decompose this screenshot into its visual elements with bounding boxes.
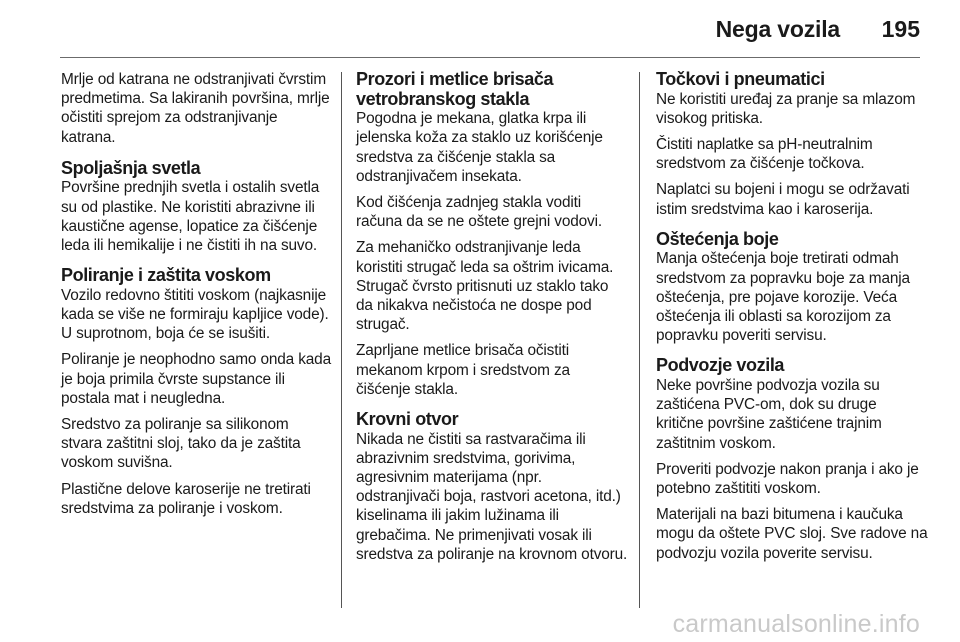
column-1 [61, 70, 333, 529]
paragraph: Materijali na bazi bitumena i kaučuka mogu da oštete PVC sloj. Sve radove na podvozju vozila poverite servisu. [656, 506, 928, 562]
section-heading: Oštećenja boje [656, 228, 779, 249]
section-heading: Podvozje vozila [656, 355, 785, 376]
section-heading: Prozori i metlice brisača vetrobranskog stakla [356, 69, 554, 109]
column-3 [656, 70, 928, 574]
page-header [0, 0, 960, 58]
paragraph: Proveriti podvozje nakon pranja i ako je potebno zaštititi voskom. [656, 460, 919, 498]
section-wheels-tyres [656, 70, 928, 219]
paragraph: Površine prednjih svetla i ostalih svetla su od plastike. Ne koristiti abrazivne ili kaustične agense, lopatice za čišćenje leda ili hemikalije i ne čistiti ih na suvo. [61, 179, 320, 255]
section-windows-wipers [356, 70, 628, 399]
paragraph: Neke površine podvozja vozila su zaštićena PVC-om, dok su druge kritične površine zaštićene trajnim zaštitnim voskom. [656, 377, 882, 452]
watermark: carmanualsonline.info [672, 610, 920, 638]
column-2 [356, 70, 628, 575]
section-polishing-waxing [61, 266, 333, 518]
column-divider [341, 72, 342, 608]
paragraph: Ne koristiti uređaj za pranje sa mlazom visokog pritiska. [656, 90, 916, 127]
paragraph: Kod čišćenja zadnjeg stakla voditi računa da se ne oštete grejni vodovi. [356, 194, 602, 231]
header-rule [60, 57, 920, 58]
section-heading: Poliranje i zaštita voskom [61, 265, 271, 286]
paragraph: Manja oštećenja boje tretirati odmah sredstvom za popravku boje za manja oštećenja, pre pojave korozije. Veća oštećenja ili oblasti sa korozijom za popravku poveriti servisu. [656, 250, 910, 345]
section-heading: Točkovi i pneumatici [656, 69, 825, 89]
paragraph: Poliranje je neophodno samo onda kada je boja primila čvrste supstance ili postala mat i neugledna. [61, 351, 331, 407]
column-divider [639, 72, 640, 608]
paragraph: Naplatci su bojeni i mogu se održavati istim sredstvima kao i karoserija. [656, 181, 910, 218]
page-number: 195 [881, 16, 920, 42]
section-sunroof [356, 410, 628, 564]
intro-paragraph: Mrlje od katrana ne odstranjivati čvrstim predmetima. Sa lakiranih površina, mrlje očistiti sprejom za odstranjivanje katrana. [61, 71, 330, 146]
paragraph: Čistiti naplatke sa pH-neutralnim sredstvom za čišćenje točkova. [656, 136, 873, 173]
paragraph: Plastične delove karoserije ne tretirati sredstvima za poliranje i voskom. [61, 480, 311, 517]
section-heading: Spoljašnja svetla [61, 157, 201, 178]
section-paint-damage [656, 230, 928, 346]
section-exterior-lights [61, 159, 333, 255]
section-underbody [656, 356, 928, 562]
section-heading: Krovni otvor [356, 409, 459, 430]
paragraph: Zaprljane metlice brisača očistiti mekanom krpom i sredstvom za čišćenje stakla. [356, 342, 570, 398]
page-title: Nega vozila [715, 16, 840, 42]
paragraph: Nikada ne čistiti sa rastvaračima ili abrazivnim sredstvima, gorivima, agresivnim materijama (npr. odstranjivači boja, rastvori acetona, itd.) kiselinama ili jakim lužinama ili grebačima. Ne primenjivati vosak ili sredstva za poliranje na krovnom otvoru. [356, 430, 628, 563]
paragraph: Pogodna je mekana, glatka krpa ili jelenska koža za staklo uz korišćenje sredstva za čišćenje stakla sa odstranjivačem insekata. [356, 110, 603, 185]
paragraph: Vozilo redovno štititi voskom (najkasnije kada se više ne formiraju kapljice vode). U suprotnom, boja će se isušiti. [61, 286, 329, 343]
paragraph: Za mehaničko odstranjivanje leda koristiti strugač leda sa oštrim ivicama. Strugač čvrsto pritisnuti uz staklo tako da nikakva nečistoća ne dospe pod strugač. [356, 239, 614, 334]
paragraph: Sredstvo za poliranje sa silikonom stvara zaštitni sloj, tako da je zaštita voskom suvišna. [61, 416, 301, 472]
